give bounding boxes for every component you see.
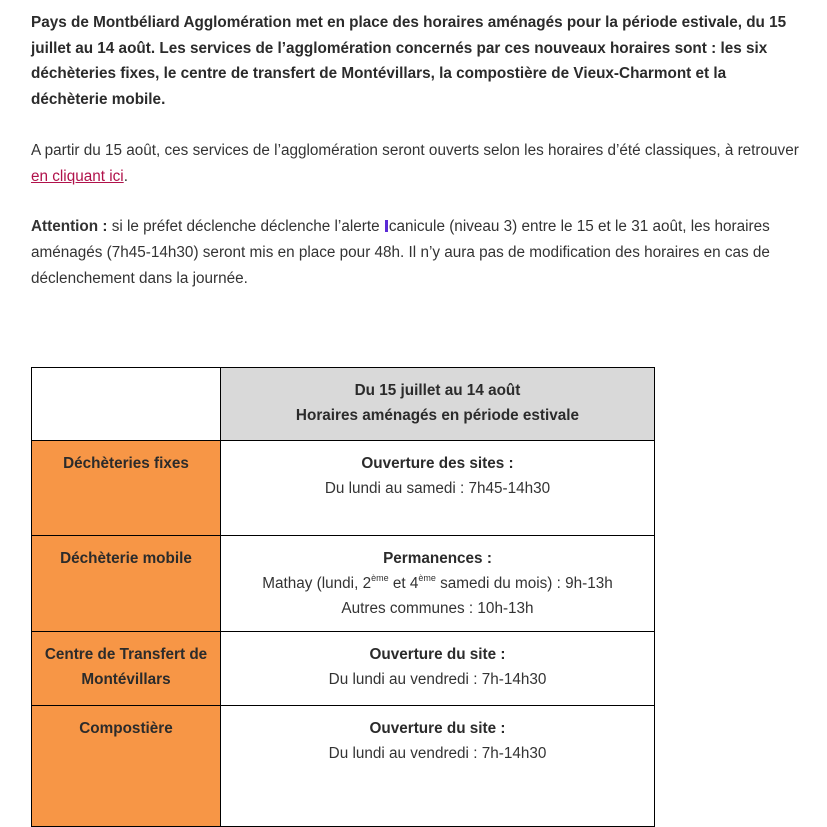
ordinal-sup: ème <box>371 573 389 583</box>
row-title: Ouverture des sites : <box>361 455 514 472</box>
row-title: Permanences : <box>383 550 492 567</box>
table-corner-cell <box>32 368 221 441</box>
article-body <box>31 10 801 291</box>
row-content <box>221 441 655 536</box>
attention-paragraph <box>31 214 801 291</box>
row-content <box>221 706 655 827</box>
table-row <box>32 706 655 827</box>
table-row <box>32 632 655 706</box>
summer-hours-link[interactable]: en cliquant ici <box>31 167 124 185</box>
row-content <box>221 632 655 706</box>
ordinal-sup: ème <box>418 573 436 583</box>
summer-hours-paragraph <box>31 138 801 189</box>
row-content <box>221 536 655 632</box>
summer-hours-table <box>31 367 655 827</box>
row-label: Compostière <box>32 706 221 827</box>
row-title: Ouverture du site : <box>369 646 506 663</box>
row-label: Déchèterie mobile <box>32 536 221 632</box>
attention-text-a: si le préfet déclenche déclenche l’alerte <box>107 218 384 236</box>
row-line: Du lundi au vendredi : 7h-14h30 <box>328 745 547 762</box>
mathay-text-a: Mathay (lundi, 2 <box>262 575 372 592</box>
table-row <box>32 536 655 632</box>
text-cursor-marker <box>385 220 388 232</box>
header-line-title: Horaires aménagés en période estivale <box>295 407 580 424</box>
attention-label: Attention : <box>31 218 108 236</box>
mathay-text-b: et 4 <box>388 575 419 592</box>
table-header-row <box>32 368 655 441</box>
row-line: Du lundi au vendredi : 7h-14h30 <box>328 671 547 688</box>
table-header-cell <box>221 368 655 441</box>
row-line-mathay <box>229 571 646 596</box>
row-line: Autres communes : 10h-13h <box>341 600 534 617</box>
paragraph-end: . <box>123 167 128 185</box>
attention-text-b: canicule (niveau 3) entre le 15 et le 31 août, les horaires aménagés (7h45-14h30) seront mis en place pour 48h. Il n’y aura pas de modification des horaires en cas de déclenchement dans la journée. <box>31 218 770 287</box>
mathay-text-c: samedi du mois) : 9h-13h <box>435 575 613 592</box>
paragraph-text: A partir du 15 août, ces services de l’agglomération seront ouverts selon les horaires d’été classiques, à retrouver <box>31 141 799 159</box>
row-label: Centre de Transfert de Montévillars <box>32 632 221 706</box>
row-label: Déchèteries fixes <box>32 441 221 536</box>
row-title: Ouverture du site : <box>369 720 506 737</box>
table-row <box>32 441 655 536</box>
row-line: Du lundi au samedi : 7h45-14h30 <box>324 480 551 497</box>
intro-paragraph: Pays de Montbéliard Agglomération met en place des horaires aménagés pour la période estivale, du 15 juillet au 14 août. Les services de l’agglomération concernés par ces nouveaux horaires sont : les six déchèteries fixes, le centre de transfert de Montévillars, la compostière de Vieux-Charmont et la déchèterie mobile. <box>31 14 787 109</box>
header-line-dates: Du 15 juillet au 14 août <box>354 382 521 399</box>
